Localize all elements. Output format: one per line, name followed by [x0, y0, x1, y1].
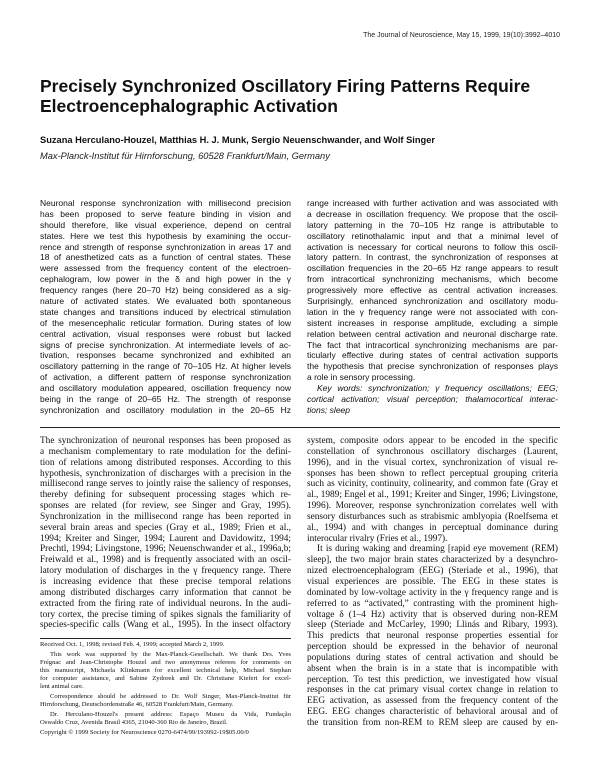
text-line: Oswaldo Cruz, Avenida Brasil 4365, 21040-360 Rio de Janeiro, Brazil.	[40, 719, 228, 726]
paragraph	[40, 651, 291, 691]
text-line: this manuscript, Michaela Klinkmann for excellent technical help, Michael Stephan	[40, 667, 291, 674]
text-line: among distributed discharges carry information that cannot be	[40, 587, 291, 598]
text-line: rence and strength of response synchronization in areas 17 and	[40, 241, 291, 252]
text-line: being in the range of 20–65 Hz. The strength of response	[40, 394, 291, 405]
footnote-divider	[40, 638, 291, 639]
text-line: Hirnforschung, Deutschordenstraße 46, 60528 Frankfurt/Main, Germany.	[40, 701, 234, 708]
text-line: This work was supported by the Max-Planck-Gesellschaft. We thank Drs. Yves	[50, 651, 291, 658]
text-line: Dr. Herculano-Houzel's present address: Espaço Museu da Vida, Fundação	[50, 711, 291, 718]
text-line: the hypothesis that precise synchronization of responses plays	[307, 361, 558, 372]
text-line: oscillation frequencies in the 20–65 Hz range appears to result	[307, 263, 558, 274]
text-line: central activation, visual responses were robust but lacked	[40, 328, 291, 339]
text-line: tion of relations among distributed responses. According to this	[40, 457, 291, 468]
text-line: 1994; Kreiter and Singer, 1994; Laurent and Davidowitz, 1994;	[40, 533, 291, 544]
text-line: sleep], the two major brain states characterized by a desynchro-	[307, 555, 558, 566]
text-line: sleep (Steriade and McCarley, 1990; Llinás and Ribary, 1993).	[307, 620, 558, 631]
text-line: nized electroencephalogram (EEG) (Steriade et al., 1996), that	[307, 566, 558, 577]
text-line: The synchronization of neuronal responses has been proposed as	[40, 436, 291, 446]
text-line: sponses are related (for review, see Singer and Gray, 1995).	[40, 501, 291, 512]
text-line: EEG. EEG changes characteristic of behavioral arousal and of	[307, 707, 558, 718]
abstract-divider	[40, 427, 560, 428]
affiliation: Max-Planck-Institut für Hirnforschung, 60528 Frankfurt/Main, Germany	[40, 151, 330, 161]
paragraph	[40, 693, 291, 709]
text-line: absent when the brain is in a state that is incompatible with	[307, 663, 558, 674]
text-line: hypothesis, synchronization of discharges with a precision in the	[40, 468, 291, 479]
text-line: al., 1994) and with changes in perceptual dominance during	[307, 522, 558, 533]
text-line: lent animal care.	[40, 683, 84, 690]
text-line: This predicts that neuronal response properties essential for	[307, 631, 558, 642]
paragraph	[40, 198, 291, 416]
text-line: the transition from non-REM to REM sleep are caused by en-	[307, 717, 558, 728]
text-line: Correspondence should be addressed to Dr. Wolf Singer, Max-Planck-Institut für	[50, 693, 291, 700]
text-line: sensory disturbances such as strabismic amblyopia (Roelfsema et	[307, 511, 558, 522]
text-line: The fact that intracortical synchronizing mechanisms are par-	[307, 339, 558, 350]
paragraph	[307, 198, 558, 383]
text-line: Freiwald et al., 1998) and is frequently associated with an oscil-	[40, 555, 291, 566]
text-line: latory pattern. In contrast, the synchronization of responses at	[307, 252, 558, 263]
text-line: were assessed from the frequency content of the electroen-	[40, 263, 291, 274]
abstract-column-left	[40, 198, 291, 416]
paragraph	[40, 729, 291, 737]
text-line: tions; sleep	[307, 404, 350, 415]
text-line: lation in the γ frequency range were not associated with con-	[307, 306, 558, 317]
text-line: Neuronal response synchronization with millisecond precision	[40, 198, 291, 208]
text-line: Surprisingly, enhanced synchronization and oscillatory modu-	[307, 296, 558, 307]
paragraph	[40, 641, 291, 649]
text-line: EEG activation, as assessed from the frequency content of the	[307, 696, 558, 707]
text-line: 1996), and in the visual cortex, synchronization of visual re-	[307, 457, 558, 468]
text-line: signs of precise synchronization. At intermediate levels of ac-	[40, 339, 291, 350]
text-line: referred to as “activated,” contrasting with the prominent high-	[307, 598, 558, 609]
text-line: Received Oct. 1, 1998; revised Feb. 4, 1999; accepted March 2, 1999.	[40, 641, 225, 648]
text-line: of the mesencephalic reticular formation. During states of low	[40, 317, 291, 328]
text-line: frequency ranges (here 20–70 Hz) being considered as a sig-	[40, 285, 291, 296]
running-head: The Journal of Neuroscience, May 15, 1999, 19(10):3992–4010	[363, 32, 560, 39]
text-line: nature of activated states. We evaluated both spontaneous	[40, 296, 291, 307]
text-line: constellation of synchronous oscillatory discharges (Laurent,	[307, 446, 558, 457]
text-line: should therefore, like visual experience, depend on central	[40, 219, 291, 230]
text-line: Frégnac and Jean-Christophe Houzel and two anonymous referees for comments on	[40, 659, 291, 666]
text-line: sistent increases in response amplitude, excluding a simple	[307, 317, 558, 328]
text-line: is increasing evidence that these precise temporal relations	[40, 576, 291, 587]
text-line: activation is necessary for cortical neurons to follow this oscil-	[307, 241, 558, 252]
text-line: state changes and transitions induced by electrical stimulation	[40, 306, 291, 317]
text-line: perception. To test this prediction, we investigated how visual	[307, 674, 558, 685]
body-column-right	[307, 436, 558, 729]
text-line: voltage δ (1–4 Hz) activity that is observed during non-REM	[307, 609, 558, 620]
text-line: Prechtl, 1994; Livingstone, 1996; Neuenschwander et al., 1996a,b;	[40, 544, 291, 555]
keywords	[307, 383, 558, 416]
text-line: latory patterning in the 70–105 Hz range is attributable to	[307, 219, 558, 230]
text-line: dominated by low-voltage activity in the γ frequency range and is	[307, 587, 558, 598]
text-line: oscillatory patterning in the range of 70–105 Hz. At higher levels	[40, 361, 291, 372]
text-line: 18 of anesthetized cats as a function of central states. These	[40, 252, 291, 263]
text-line: system, composite odors appear to be encoded in the specific	[307, 436, 558, 446]
text-line: has been proposed to serve feature binding in vision and	[40, 208, 291, 219]
paragraph	[40, 436, 291, 631]
text-line: for computer assistance, and Sabine Zydorek and Dr. Christiane Kiefert for excel-	[40, 675, 291, 682]
text-line: latory modulation of discharges in the γ frequency range. There	[40, 566, 291, 577]
text-line: a role in sensory processing.	[307, 372, 416, 383]
text-line: Synchronization in the millisecond range has been reported in	[40, 511, 291, 522]
body-column-left	[40, 436, 291, 631]
text-line: species-specific calls (Wang et al., 1995). In the insect olfactory	[40, 620, 291, 631]
text-line: range increased with further activation and was associated with	[307, 198, 558, 208]
text-line: states. Here we test this hypothesis by examining the occur-	[40, 230, 291, 241]
text-line: Copyright © 1999 Society for Neuroscience 0270-6474/99/193992-19$05.00/0	[40, 729, 249, 736]
text-line: from intracortical synchronizing mechanisms, which become	[307, 274, 558, 285]
text-line: extracted from the firing rate of individual neurons. In the audi-	[40, 598, 291, 609]
text-line: responses in the cat primary visual cortex change in relation to	[307, 685, 558, 696]
text-line: cortical activation; visual perception; thalamocortical interac-	[307, 394, 558, 405]
text-line: oscillatory retinothalamic input and that a minimal level of	[307, 230, 558, 241]
text-line: a decrease in oscillation frequency. We propose that the oscil-	[307, 208, 558, 219]
text-line: Key words: synchronization; γ frequency oscillations; EEG;	[317, 383, 558, 394]
text-line: populations during states of central activation and should be	[307, 652, 558, 663]
text-line: 1996). Moreover, response synchronization correlates well with	[307, 501, 558, 512]
text-line: such as vicinity, continuity, colinearity, and common fate (Gray et	[307, 479, 558, 490]
text-line: millisecond range serves to jointly raise the saliency of responses,	[40, 479, 291, 490]
text-line: several brain areas and species (Gray et al., 1989; Frien et al.,	[40, 522, 291, 533]
paragraph	[40, 711, 291, 727]
text-line: and oscillatory modulation appeared, oscillation frequency now	[40, 383, 291, 394]
text-line: progressively more effective as central activation increases.	[307, 285, 558, 296]
text-line: tory cortex, the precise timing of spikes signals the familiarity of	[40, 609, 291, 620]
text-line: ticularly effective during states of central activation supports	[307, 350, 558, 361]
authors: Suzana Herculano-Houzel, Matthias H. J. Munk, Sergio Neuenschwander, and Wolf Singer	[40, 135, 436, 145]
text-line: a mechanism complementary to rate modulation for the defini-	[40, 446, 291, 457]
text-line: cephalogram, low power in the δ and high power in the γ	[40, 274, 291, 285]
text-line: of activation, a different pattern of response synchronization	[40, 372, 291, 383]
text-line: sponses has been shown to reflect perceptual grouping criteria	[307, 468, 558, 479]
footnotes	[40, 641, 291, 737]
text-line: relation between central activation and neuronal discharge rate.	[307, 328, 558, 339]
paragraph	[307, 544, 558, 728]
article-title: Precisely Synchronized Oscillatory Firing Patterns Require Electroencephalographic Activation	[40, 76, 531, 116]
text-line: thereby defining for subsequent processing stages which re-	[40, 490, 291, 501]
text-line: al., 1989; Engel et al., 1991; Kreiter and Singer, 1996; Livingstone,	[307, 490, 558, 501]
text-line: synchronization and oscillatory modulation in the 20–65 Hz	[40, 404, 291, 415]
text-line: perception should be expressed in the behavior of neuronal	[307, 642, 558, 653]
abstract-column-right	[307, 198, 558, 416]
text-line: visual experiences are possible. The EEG in these states is	[307, 576, 558, 587]
paragraph	[307, 436, 558, 544]
text-line: interocular rivalry (Fries et al., 1997).	[307, 533, 448, 544]
text-line: It is during waking and dreaming [rapid eye movement (REM)	[317, 544, 558, 555]
text-line: tivation, responses became synchronized and exhibited an	[40, 350, 291, 361]
